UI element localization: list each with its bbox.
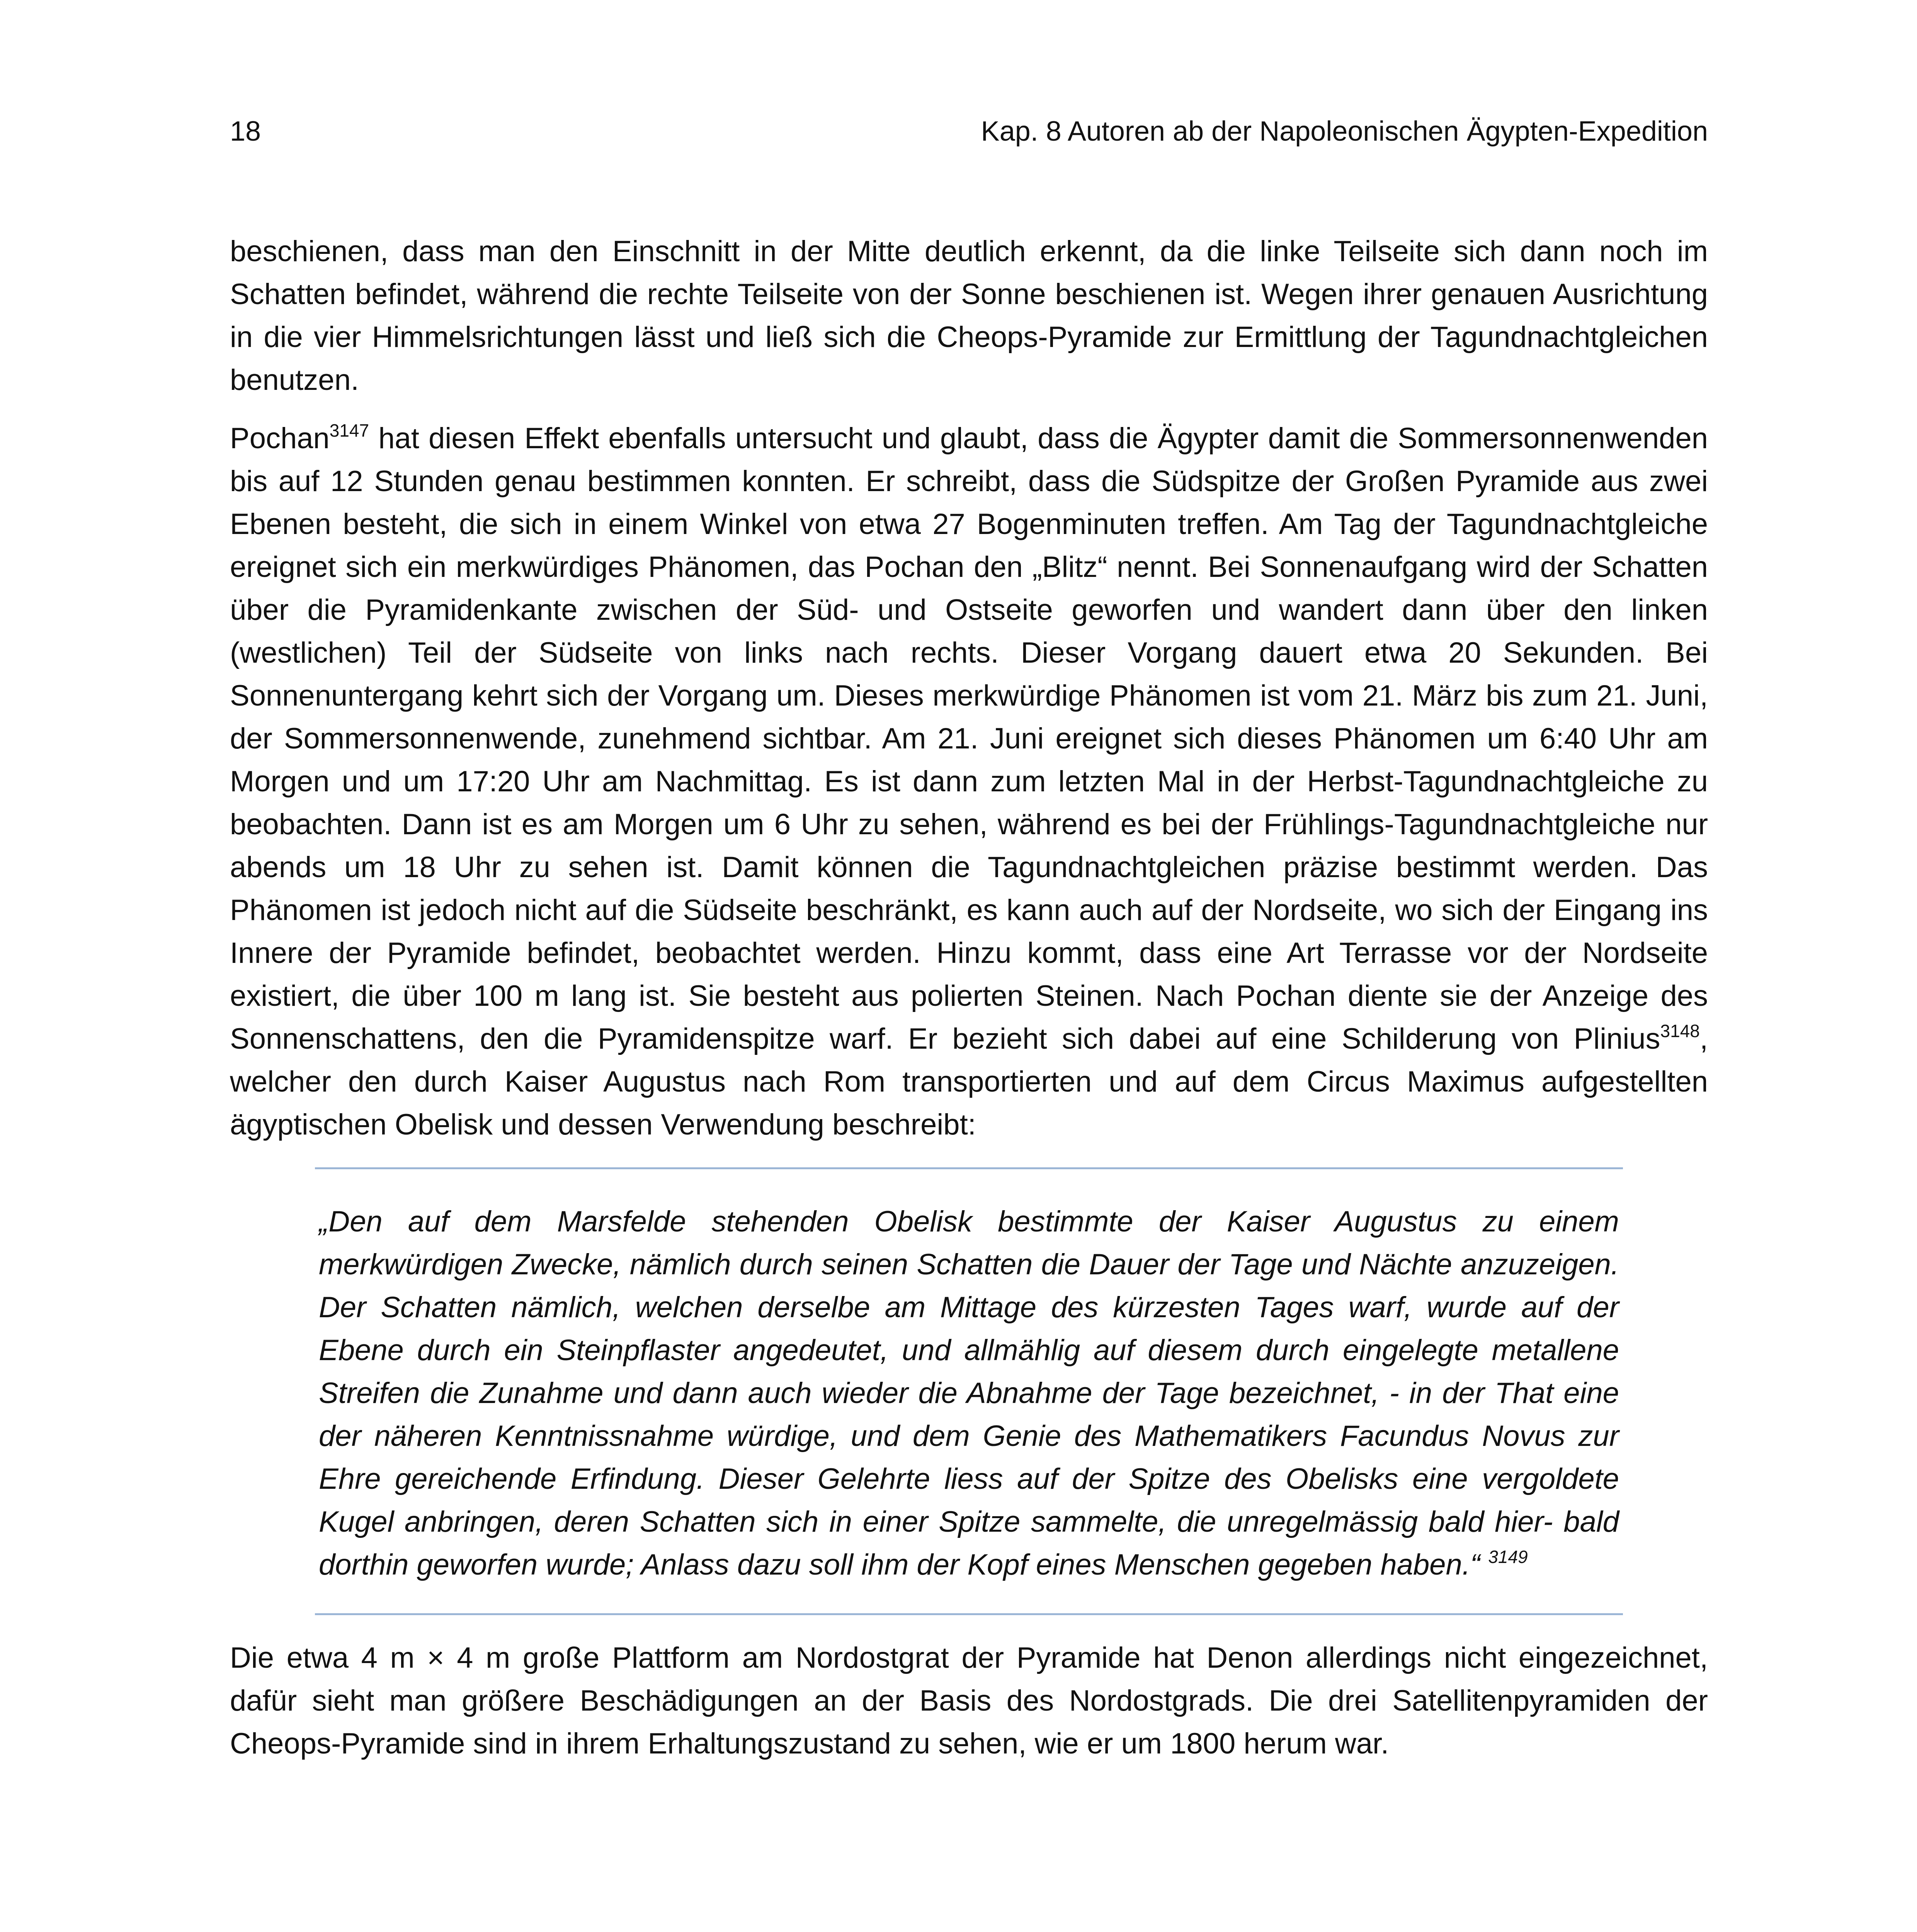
paragraph-text: Pochan	[230, 422, 330, 455]
paragraph: Die etwa 4 m × 4 m große Plattform am Nordostgrat der Pyramide hat Denon allerdings nicht eingezeichnet, dafür sieht man größere Beschädigungen an der Basis des Nordostgrads. Die drei Satellitenpyramiden der Cheops-Pyramide sind in ihrem Erhaltungszustand zu sehen, wie er um 1800 herum war.	[230, 1641, 1708, 1760]
page-header	[230, 112, 1708, 151]
running-title: Kap. 8 Autoren ab der Napoleonischen Ägypten-Expedition	[981, 116, 1708, 147]
quote-text	[319, 1200, 1619, 1586]
block-quote	[315, 1167, 1623, 1615]
paragraph	[230, 417, 1708, 1146]
main-text	[230, 230, 1708, 1765]
quote-body: „Den auf dem Marsfelde stehenden Obelisk bestimmte der Kaiser Augustus zu einem merkwürdigen Zwecke, nämlich durch seinen Schatten die Dauer der Tage und Nächte anzuzeigen. Der Schatten nämlich, welchen derselbe am Mittage des kürzesten Tages warf, wurde auf der Ebene durch ein Steinpflaster angedeutet, und allmählig auf diesem durch eingelegte metallene Streifen die Zunahme und dann auch wieder die Abnahme der Tage bezeichnet, - in der That eine der näheren Kenntnissnahme würdige, und dem Genie des Mathematikers Facundus Novus zur Ehre gereichende Erfindung. Dieser Gelehrte liess auf der Spitze des Obelisks eine vergoldete Kugel anbringen, deren Schatten sich in einer Spitze sammelte, die unregelmässig bald hier- bald dorthin geworfen wurde; Anlass dazu soll ihm der Kopf eines Menschen gegeben haben.“	[319, 1205, 1619, 1581]
footnote-ref[interactable]: 3147	[329, 420, 369, 440]
page-number: 18	[230, 116, 261, 147]
paragraph-text: , welcher den durch Kaiser Augustus nach Rom transportierten und auf dem Circus Maximus aufgestellten ägyptischen Obelisk und dessen Verwendung beschreibt:	[230, 1022, 1708, 1141]
paragraph-text: hat diesen Effekt ebenfalls untersucht und glaubt, dass die Ägypter damit die Sommersonnenwenden bis auf 12 Stunden genau bestimmen konnten. Er schreibt, dass die Südspitze der Großen Pyramide aus zwei Ebenen besteht, die sich in einem Winkel von etwa 27 Bogenminuten treffen. Am Tag der Tagundnachtgleiche ereignet sich ein merkwürdiges Phänomen, das Pochan den „Blitz“ nennt. Bei Sonnenaufgang wird der Schatten über die Pyramidenkante zwischen der Süd- und Ostseite geworfen und wandert dann über den linken (westlichen) Teil der Südseite von links nach rechts. Dieser Vorgang dauert etwa 20 Sekunden. Bei Sonnenuntergang kehrt sich der Vorgang um. Dieses merkwürdige Phänomen ist vom 21. März bis zum 21. Juni, der Sommersonnenwende, zunehmend sichtbar. Am 21. Juni ereignet sich dieses Phänomen um 6:40 Uhr am Morgen und um 17:20 Uhr am Nachmittag. Es ist dann zum letzten Mal in der Herbst-Tagundnachtgleiche zu beobachten. Dann ist es am Morgen um 6 Uhr zu sehen, während es bei der Frühlings-Tagundnachtgleiche nur abends um 18 Uhr zu sehen ist. Damit können die Tagundnachtgleichen präzise bestimmt werden. Das Phänomen ist jedoch nicht auf die Südseite beschränkt, es kann auch auf der Nordseite, wo sich der Eingang ins Innere der Pyramide befindet, beobachtet werden. Hinzu kommt, dass eine Art Terrasse vor der Nordseite existiert, die über 100 m lang ist. Sie besteht aus polierten Steinen. Nach Pochan diente sie der Anzeige des Sonnenschattens, den die Pyramidenspitze warf. Er bezieht sich dabei auf eine Schilderung von Plinius	[230, 422, 1708, 1055]
paragraph: beschienen, dass man den Einschnitt in der Mitte deutlich erkennt, da die linke Teilseite sich dann noch im Schatten befindet, während die rechte Teilseite von der Sonne beschienen ist. Wegen ihrer genauen Ausrichtung in die vier Himmelsrichtungen lässt und ließ sich die Cheops-Pyramide zur Ermittlung der Tagundnachtgleichen benutzen.	[230, 235, 1708, 396]
footnote-ref[interactable]: 3149	[1488, 1547, 1528, 1567]
footnote-ref[interactable]: 3148	[1660, 1021, 1700, 1041]
